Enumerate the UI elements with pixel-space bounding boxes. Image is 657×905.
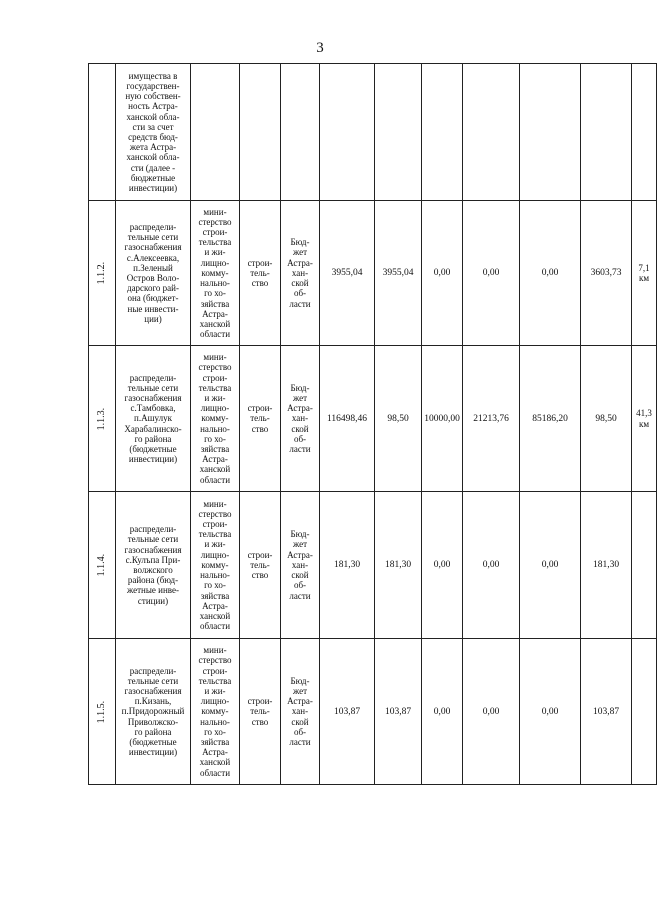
value-2 <box>375 64 422 201</box>
value-6: 181,30 <box>581 492 632 639</box>
value-2: 181,30 <box>375 492 422 639</box>
value-total <box>320 64 375 201</box>
value-2: 98,50 <box>375 346 422 492</box>
value-5: 0,00 <box>520 639 581 785</box>
value-6: 103,87 <box>581 639 632 785</box>
investment-type: строи- тель- ство <box>240 639 281 785</box>
investment-table <box>88 63 657 785</box>
table-row <box>89 639 657 785</box>
funding-source: Бюд- жет Астра- хан- ской об- ласти <box>281 639 320 785</box>
value-total: 3955,04 <box>320 201 375 346</box>
value-3: 0,00 <box>422 492 463 639</box>
investment-type: строи- тель- ство <box>240 201 281 346</box>
value-3: 0,00 <box>422 639 463 785</box>
customer <box>191 64 240 201</box>
page-number: 3 <box>316 40 324 56</box>
value-total: 181,30 <box>320 492 375 639</box>
value-4: 0,00 <box>463 639 520 785</box>
network-length: 7,1 км <box>632 201 657 346</box>
value-2: 3955,04 <box>375 201 422 346</box>
value-total: 116498,46 <box>320 346 375 492</box>
network-length <box>632 492 657 639</box>
value-total: 103,87 <box>320 639 375 785</box>
value-5: 0,00 <box>520 492 581 639</box>
value-4: 0,00 <box>463 201 520 346</box>
funding-source: Бюд- жет Астра- хан- ской об- ласти <box>281 492 320 639</box>
value-6 <box>581 64 632 201</box>
row-number <box>89 64 116 201</box>
investment-type: строи- тель- ство <box>240 346 281 492</box>
table-row <box>89 64 657 201</box>
value-4: 0,00 <box>463 492 520 639</box>
value-3: 0,00 <box>422 201 463 346</box>
network-length <box>632 639 657 785</box>
value-5 <box>520 64 581 201</box>
customer: мини- стерство строи- тельства и жи- лищно- комму- нально- го хо- зяйства Астра- ханской области <box>191 201 240 346</box>
funding-source <box>281 64 320 201</box>
funding-source: Бюд- жет Астра- хан- ской об- ласти <box>281 201 320 346</box>
table-row <box>89 201 657 346</box>
value-4: 21213,76 <box>463 346 520 492</box>
funding-source: Бюд- жет Астра- хан- ской об- ласти <box>281 346 320 492</box>
value-5: 85186,20 <box>520 346 581 492</box>
customer: мини- стерство строи- тельства и жи- лищно- комму- нально- го хо- зяйства Астра- ханской области <box>191 492 240 639</box>
value-6: 3603,73 <box>581 201 632 346</box>
value-5: 0,00 <box>520 201 581 346</box>
row-number: 1.1.4. <box>89 492 116 639</box>
table-row <box>89 346 657 492</box>
row-number: 1.1.3. <box>89 346 116 492</box>
value-3: 10000,00 <box>422 346 463 492</box>
row-number: 1.1.5. <box>89 639 116 785</box>
object-name: имущества в государствен- ную собствен- ность Астра- ханской обла- сти за счет средств бюд- жета Астра- ханской обла- сти (далее - бюджетные инвестиции) <box>116 64 191 201</box>
value-2: 103,87 <box>375 639 422 785</box>
value-4 <box>463 64 520 201</box>
investment-type <box>240 64 281 201</box>
network-length: 41,3 км <box>632 346 657 492</box>
object-name: распредели- тельные сети газоснабжения с.Кулъпа При- волжского района (бюд- жетные инве- стиции) <box>116 492 191 639</box>
value-3 <box>422 64 463 201</box>
investment-type: строи- тель- ство <box>240 492 281 639</box>
object-name: распредели- тельные сети газоснабжения п.Кизань, п.Придорожный Приволжско- го района (бюджетные инвестиции) <box>116 639 191 785</box>
network-length <box>632 64 657 201</box>
table-row <box>89 492 657 639</box>
object-name: распредели- тельные сети газоснабжения с.Алексеевка, п.Зеленый Остров Воло- дарского рай- она (бюджет- ные инвести- ции) <box>116 201 191 346</box>
object-name: распредели- тельные сети газоснабжения с.Тамбовка, п.Ашулук Харабалинско- го района (бюджетные инвестиции) <box>116 346 191 492</box>
customer: мини- стерство строи- тельства и жи- лищно- комму- нально- го хо- зяйства Астра- ханской области <box>191 639 240 785</box>
row-number: 1.1.2. <box>89 201 116 346</box>
value-6: 98,50 <box>581 346 632 492</box>
customer: мини- стерство строи- тельства и жи- лищно- комму- нально- го хо- зяйства Астра- ханской области <box>191 346 240 492</box>
